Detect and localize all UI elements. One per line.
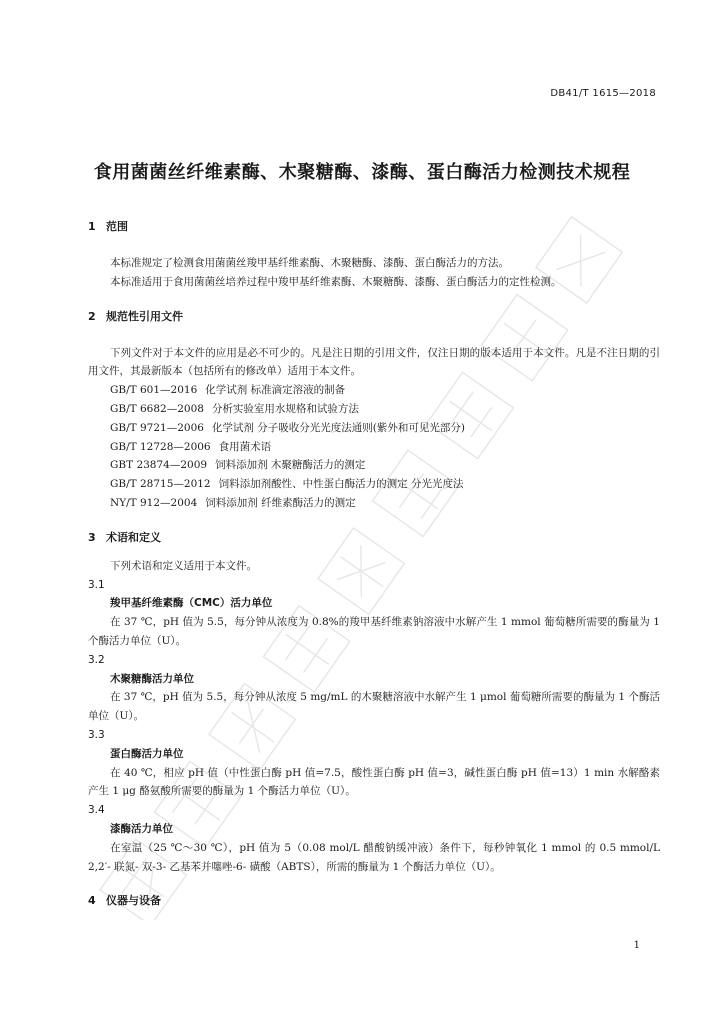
paragraph: 下列文件对于本文件的应用是必不可少的。凡是注日期的引用文件，仅注日期的版本适用于本文件。凡是不注日期的引用文件，其最新版本（包括所有的修改单）适用于本文件。 bbox=[88, 346, 660, 378]
section-title: 规范性引用文件 bbox=[106, 309, 183, 323]
term-definition: 在 40 ℃，相应 pH 值（中性蛋白酶 pH 值=7.5，酸性蛋白酶 pH 值=3，碱性蛋白酶 pH 值=13）1 min 水解酪素产生 1 μg 酪氨酸所需要的酶量为 1 个酶活力单位（U）。 bbox=[88, 766, 660, 798]
reference-code: GBT 23874—2009 bbox=[110, 459, 208, 472]
term-number: 3.1 bbox=[88, 578, 105, 591]
reference-code: GB/T 9721—2006 bbox=[110, 421, 204, 434]
reference-item bbox=[88, 381, 660, 400]
reference-name: 饲料添加剂酸性、中性蛋白酶活力的测定 分光光度法 bbox=[218, 478, 464, 491]
page-number: 1 bbox=[633, 940, 640, 951]
paragraph: 本标准适用于食用菌菌丝培养过程中羧甲基纤维素酶、木聚糖酶、漆酶、蛋白酶活力的定性检测。 bbox=[110, 275, 562, 288]
section-heading-normative-references bbox=[88, 308, 660, 326]
reference-code: GB/T 28715—2012 bbox=[110, 478, 211, 491]
section-number: 3 bbox=[88, 530, 96, 544]
section-number: 2 bbox=[88, 309, 96, 323]
term-title: 羧甲基纤维素酶（CMC）活力单位 bbox=[110, 597, 273, 610]
reference-code: GB/T 12728—2006 bbox=[110, 440, 211, 453]
term-title: 漆酶活力单位 bbox=[110, 822, 173, 835]
reference-code: NY/T 912—2004 bbox=[110, 496, 198, 509]
section-heading-instruments bbox=[88, 892, 660, 910]
standard-code: DB41/T 1615—2018 bbox=[550, 88, 656, 99]
reference-item bbox=[88, 438, 660, 457]
reference-code: GB/T 6682—2008 bbox=[110, 402, 204, 415]
reference-item bbox=[88, 475, 660, 494]
document-title: 食用菌菌丝纤维素酶、木聚糖酶、漆酶、蛋白酶活力检测技术规程 bbox=[93, 162, 631, 183]
paragraph: 本标准规定了检测食用菌菌丝羧甲基纤维素酶、木聚糖酶、漆酶、蛋白酶活力的方法。 bbox=[110, 257, 509, 269]
section-number: 1 bbox=[88, 220, 96, 233]
reference-name: 饲料添加剂 木聚糖酶活力的测定 bbox=[215, 459, 366, 472]
reference-name: 食用菌术语 bbox=[218, 440, 272, 453]
section-title: 范围 bbox=[106, 220, 128, 233]
section-title: 术语和定义 bbox=[106, 530, 161, 544]
term-number: 3.3 bbox=[88, 728, 105, 741]
reference-item bbox=[88, 456, 660, 475]
paragraph: 下列术语和定义适用于本文件。 bbox=[110, 559, 257, 572]
term-number: 3.2 bbox=[88, 653, 105, 666]
reference-code: GB/T 601—2016 bbox=[110, 384, 198, 397]
reference-name: 化学试剂 标准滴定溶液的制备 bbox=[205, 384, 346, 397]
term-title: 木聚糖酶活力单位 bbox=[110, 672, 194, 685]
term-definition: 在 37 ℃，pH 值为 5.5，每分钟从浓度为 0.8%的羧甲基纤维素钠溶液中水解产生 1 mmol 葡萄糖所需要的酶量为 1 个酶活力单位（U）。 bbox=[88, 616, 660, 647]
term-definition: 在 37 ℃，pH 值为 5.5，每分钟从浓度 5 mg/mL 的木聚糖溶液中水解产生 1 μmol 葡萄糖所需要的酶量为 1 个酶活单位（U）。 bbox=[88, 691, 660, 723]
section-title: 仪器与设备 bbox=[106, 894, 161, 908]
reference-name: 饲料添加剂 纤维素酶活力的测定 bbox=[205, 496, 356, 509]
reference-name: 化学试剂 分子吸收分光光度法通则(紫外和可见光部分) bbox=[211, 421, 465, 434]
reference-item bbox=[88, 494, 660, 513]
document-body bbox=[88, 218, 660, 910]
reference-item bbox=[88, 419, 660, 438]
term-definition: 在室温（25 ℃～30 ℃），pH 值为 5（0.08 mol/L 醋酸钠缓冲液）条件下，每秒钟氧化 1 mmol 的 0.5 mmol/L 2,2′- 联氮- 双-3- 乙基苯并噻唑-6- 磺酸（ABTS），所需的酶量为 1 个酶活力单位（U）。 bbox=[88, 841, 660, 873]
section-number: 4 bbox=[88, 894, 96, 908]
reference-item bbox=[88, 400, 660, 419]
section-heading-scope bbox=[88, 218, 660, 236]
section-heading-terms-definitions bbox=[88, 529, 660, 547]
term-title: 蛋白酶活力单位 bbox=[110, 747, 184, 760]
term-number: 3.4 bbox=[88, 804, 105, 817]
reference-name: 分析实验室用水规格和试验方法 bbox=[211, 402, 359, 415]
